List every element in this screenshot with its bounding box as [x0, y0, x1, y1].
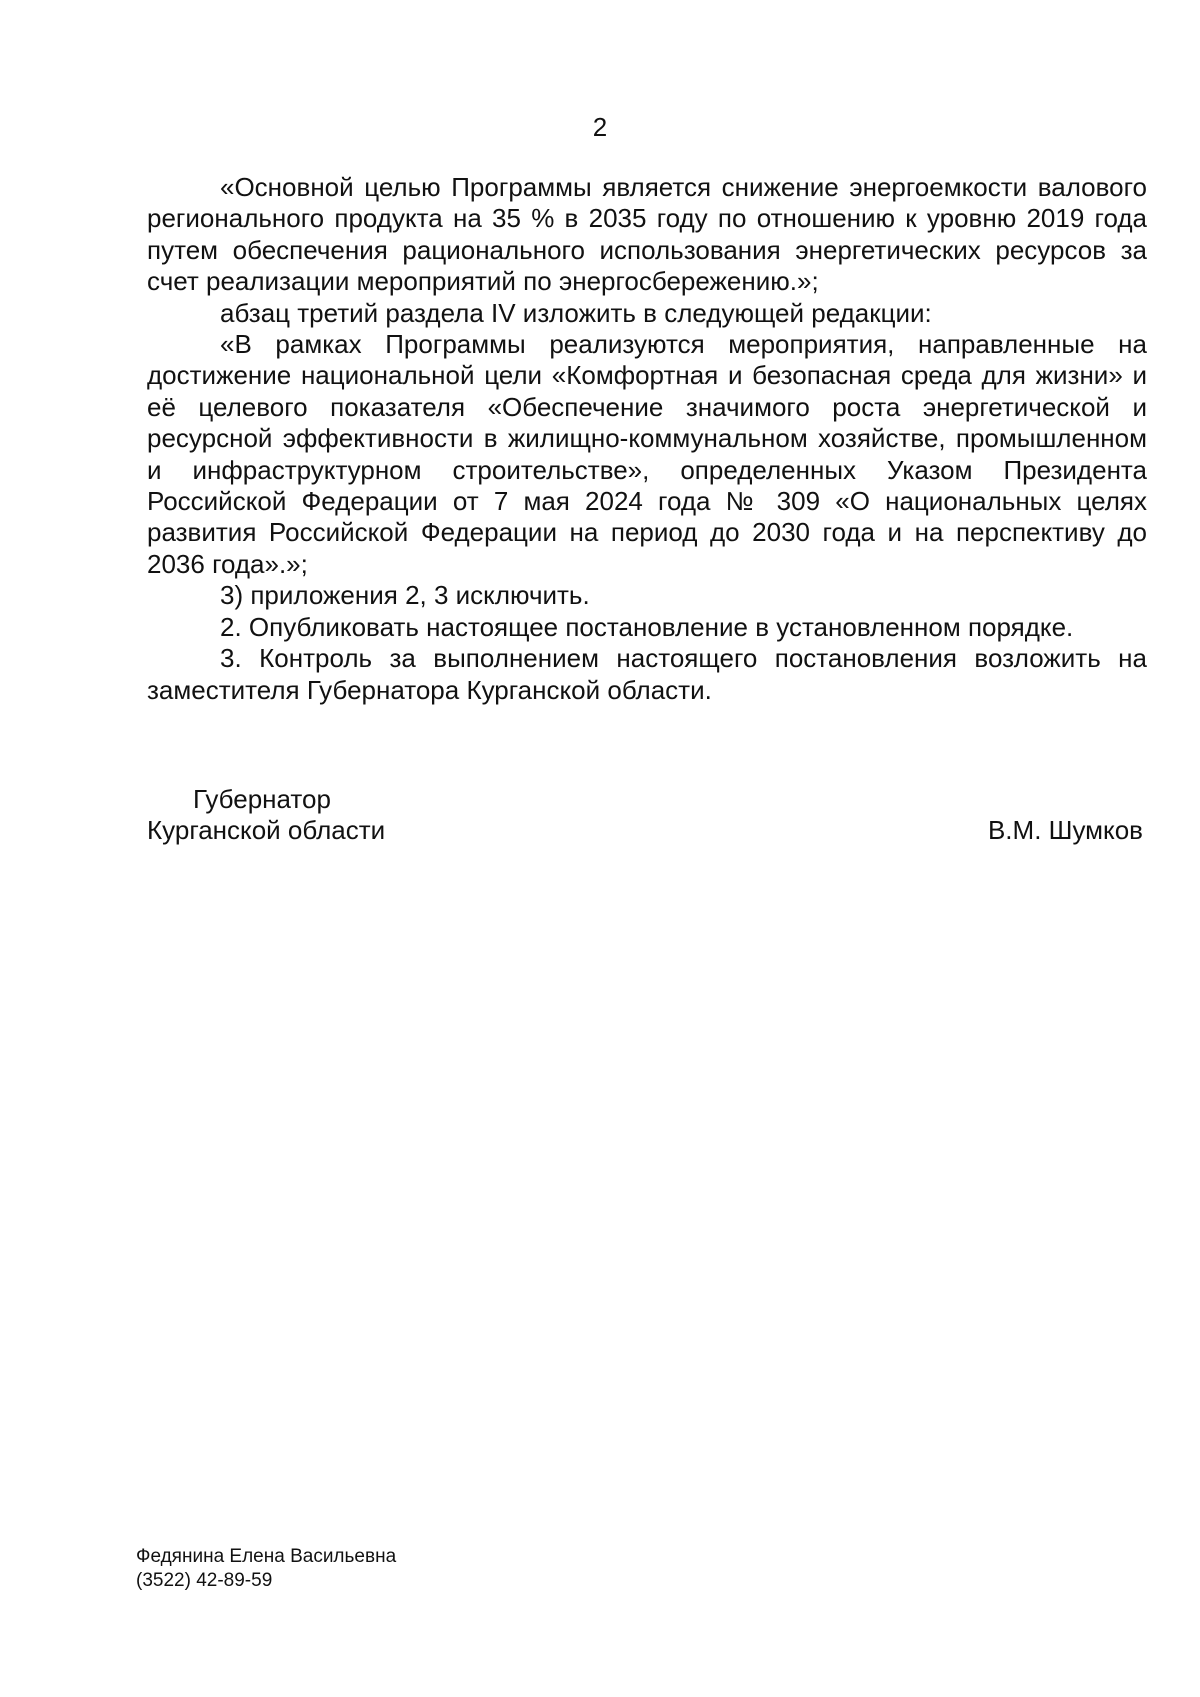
- paragraph-control: 3. Контроль за выполнением настоящего постановления возложить на заместителя Губернатора Курганской области.: [147, 643, 1147, 705]
- contact-info: [136, 1545, 396, 1593]
- paragraph-publication: 2. Опубликовать настоящее постановление в установленном порядке.: [220, 611, 1074, 642]
- signature-title: [147, 784, 385, 846]
- paragraph-section-iv-instruction: абзац третий раздела IV изложить в следующей редакции:: [220, 297, 932, 328]
- signature-title-region: Курганской области: [147, 815, 386, 845]
- paragraph-national-goal: «В рамках Программы реализуются мероприятия, направленные на достижение национальной цели «Комфортная и безопасная среда для жизни» и её целевого показателя «Обеспечение значимого роста энергетической и ресурсной эффективности в жилищно-коммунальном хозяйстве, промышленном и инфраструктурном строительстве», определенных Указом Президента Российской Федерации от 7 мая 2024 года № 309 «О национальных целях развития Российской Федерации на период до 2030 года и на перспективу до 2036 года».»;: [147, 329, 1147, 579]
- contact-name: Федянина Елена Васильевна: [136, 1546, 397, 1567]
- document-body: [147, 172, 1147, 706]
- page-number: 2: [592, 112, 608, 142]
- paragraph-program-goal: «Основной целью Программы является снижение энергоемкости валового регионального продукта на 35 % в 2035 году по отношению к уровню 2019 года путем обеспечения рационального использования энергетических ресурсов за счет реализации мероприятий по энергосбережению.»;: [147, 172, 1147, 297]
- signature-name: В.М. Шумков: [987, 815, 1143, 845]
- contact-phone: (3522) 42-89-59: [136, 1570, 273, 1591]
- signature-title-position: Губернатор: [193, 784, 331, 814]
- paragraph-appendices-removal: 3) приложения 2, 3 исключить.: [220, 580, 590, 611]
